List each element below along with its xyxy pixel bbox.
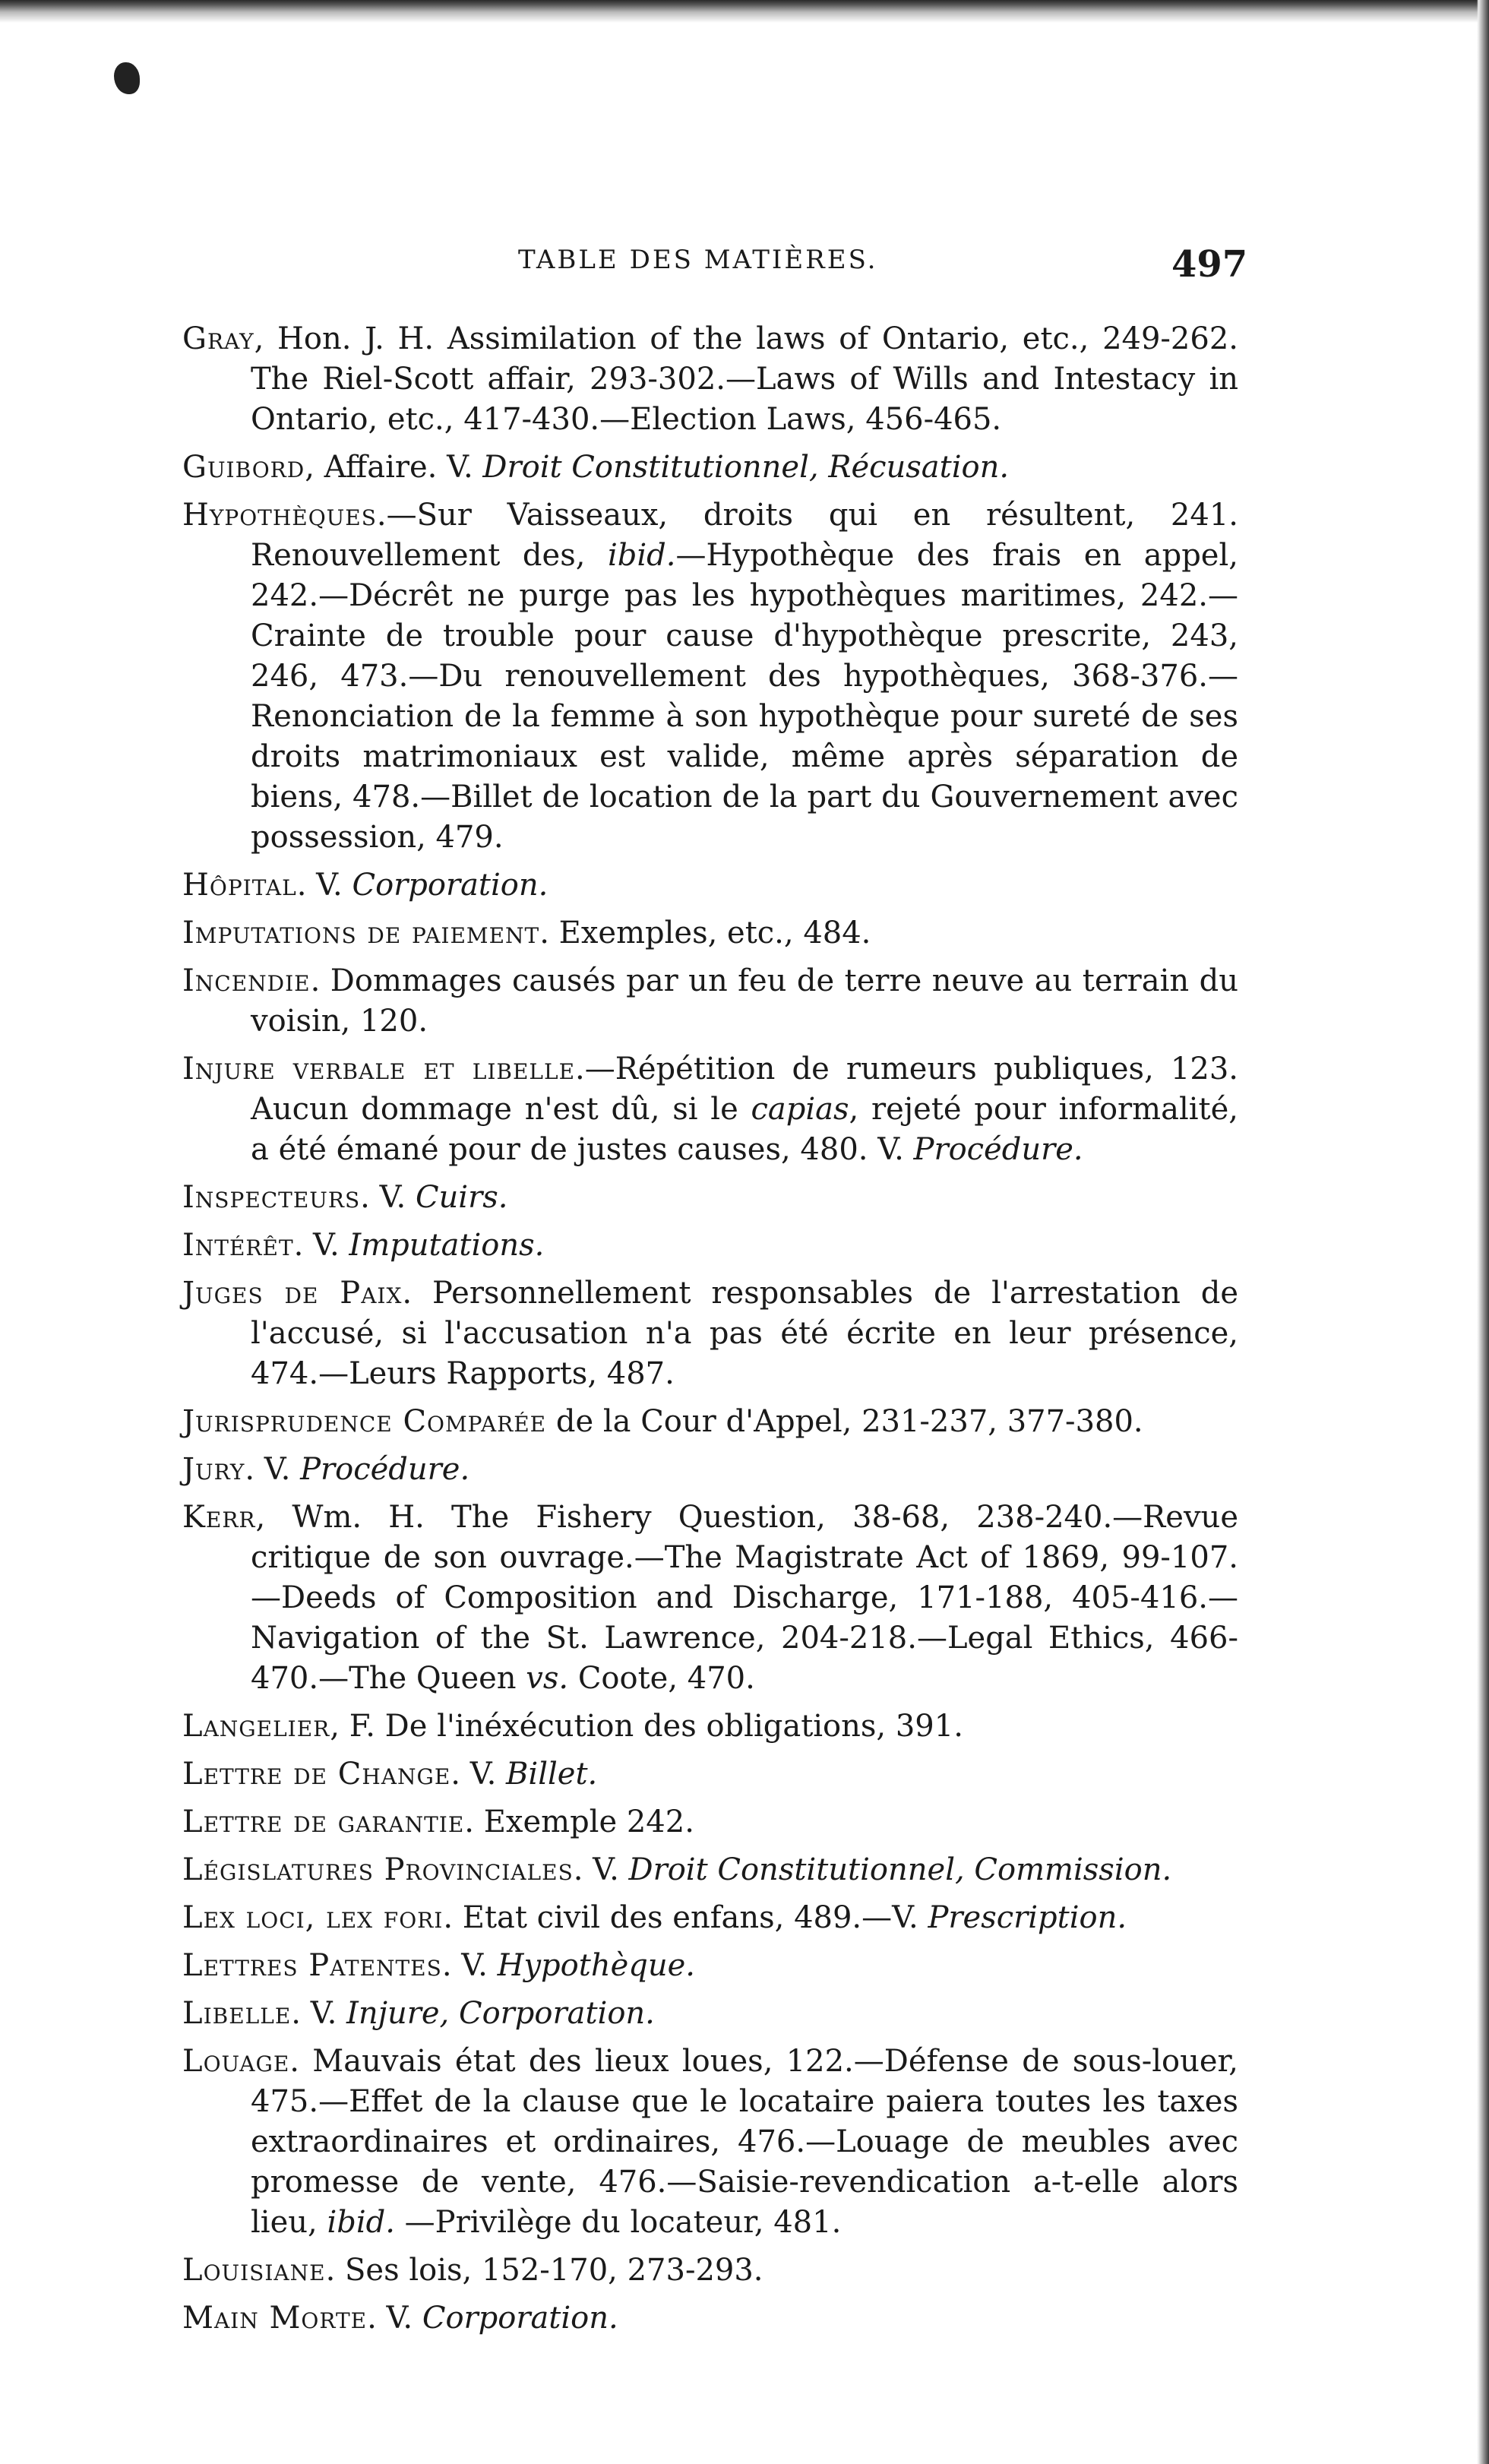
entry-headword: Injure verbale et libelle bbox=[182, 1052, 576, 1087]
entry-text: . V. bbox=[441, 1948, 498, 1983]
entry-text: . V. bbox=[360, 1180, 416, 1215]
entry-headword: Juges de Paix bbox=[182, 1276, 403, 1311]
entry-italic: Corporation. bbox=[422, 2301, 618, 2336]
entry-italic: Billet. bbox=[506, 1757, 598, 1792]
entry-headword: Intérêt bbox=[182, 1228, 294, 1263]
entry-italic: vs. bbox=[526, 1661, 569, 1696]
entry-headword: Imputations de paiement bbox=[182, 916, 540, 950]
entry-italic: Droit Constitutionnel, Récusation. bbox=[482, 450, 1010, 485]
index-entry bbox=[182, 2298, 1238, 2339]
index-entry bbox=[182, 1273, 1238, 1394]
entry-text: . Etat civil des enfans, 489.—V. bbox=[443, 1900, 928, 1935]
entry-italic: Prescription. bbox=[928, 1900, 1127, 1935]
entry-text: . Ses lois, 152-170, 273-293. bbox=[325, 2253, 763, 2288]
entry-headword: Lettre de garantie bbox=[182, 1805, 465, 1839]
entry-italic: Procédure. bbox=[913, 1132, 1083, 1167]
entry-text: . Dommages causés par un feu de terre neuve au terrain du voisin, 120. bbox=[251, 963, 1238, 1039]
entry-text: . V. bbox=[293, 1228, 349, 1263]
entry-italic: capias bbox=[751, 1092, 849, 1127]
entry-italic: Hypothèque. bbox=[497, 1948, 696, 1983]
entry-headword: Lettre de Change bbox=[182, 1757, 451, 1792]
entry-italic: Injure, Corporation. bbox=[346, 1996, 655, 2031]
index-entry bbox=[182, 913, 1238, 954]
index-entry bbox=[182, 1706, 1238, 1747]
entry-headword: Libelle bbox=[182, 1996, 292, 2031]
entry-headword: Inspecteurs bbox=[182, 1180, 361, 1215]
entry-italic: Procédure. bbox=[300, 1452, 470, 1487]
page-number: 497 bbox=[1171, 243, 1248, 286]
entry-text: . Exemple 242. bbox=[464, 1805, 694, 1839]
entry-text: , Hon. J. H. Assimilation of the laws of Ontario, etc., 249-262. The Riel-Scott affair, 293-302.—Laws of Wills and Intestacy in Ontario, etc., 417-430.—Election Laws, 456-465. bbox=[251, 321, 1238, 437]
index-entry bbox=[182, 2250, 1238, 2291]
page-right-shadow bbox=[1477, 0, 1489, 2464]
running-head: TABLE DES MATIÈRES. bbox=[518, 245, 878, 275]
index-entry bbox=[182, 961, 1238, 1042]
entry-text: de la Cour d'Appel, 231-237, 377-380. bbox=[546, 1404, 1143, 1439]
entry-italic: ibid. bbox=[607, 538, 676, 573]
index-entry bbox=[182, 1402, 1238, 1442]
entry-text: . V. bbox=[450, 1757, 507, 1792]
entry-text: .—Répétition de rumeurs publiques, 123. Aucun dommage n'est dû, si le bbox=[251, 1052, 1238, 1127]
entry-headword: Incendie bbox=[182, 963, 311, 998]
index-entry bbox=[182, 1754, 1238, 1795]
entry-text: Coote, 470. bbox=[568, 1661, 755, 1696]
entry-italic: ibid. bbox=[327, 2205, 395, 2240]
entry-text: . V. bbox=[245, 1452, 301, 1487]
entry-text: —Hypothèque des frais en appel, 242.—Décrêt ne purge pas les hypothèques maritimes, 242.—Crainte de trouble pour cause d'hypothèque prescrite, 243, 246, 473.—Du renouvellement des hypothèques, 368-376.—Renonciation de la femme à son hypothèque pour sureté de ses droits matrimoniaux est valide, même après séparation de biens, 478.—Billet de location de la part du Gouvernement avec possession, 479. bbox=[251, 538, 1238, 855]
page-top-shadow bbox=[0, 0, 1489, 23]
entry-text: . Exemples, etc., 484. bbox=[539, 916, 871, 950]
entry-text: . V. bbox=[296, 868, 352, 903]
entry-text: . V. bbox=[573, 1852, 629, 1887]
entry-headword: Louisiane bbox=[182, 2253, 326, 2288]
entry-italic: Corporation. bbox=[352, 868, 548, 903]
entry-text: , F. De l'inéxécution des obligations, 391. bbox=[330, 1709, 963, 1744]
entry-text: . V. bbox=[367, 2301, 422, 2336]
index-entry bbox=[182, 1850, 1238, 1890]
entry-text: , rejeté pour informalité, a été émané pour de justes causes, 480. V. bbox=[251, 1092, 1238, 1167]
entry-headword: Législatures Provinciales bbox=[182, 1852, 574, 1887]
entry-headword: Main Morte bbox=[182, 2301, 368, 2336]
entry-text: . V. bbox=[291, 1996, 347, 2031]
entry-headword: Jury bbox=[182, 1452, 245, 1487]
entry-headword: Kerr bbox=[182, 1500, 256, 1535]
index-entry bbox=[182, 2042, 1238, 2243]
entry-italic: Cuirs. bbox=[415, 1180, 508, 1215]
index-entry bbox=[182, 1946, 1238, 1986]
index-entry bbox=[182, 865, 1238, 906]
entry-headword: Hypothèques bbox=[182, 498, 377, 533]
entry-italic: Imputations. bbox=[349, 1228, 545, 1263]
entry-headword: Lettres Patentes bbox=[182, 1948, 442, 1983]
index-entry bbox=[182, 1226, 1238, 1266]
index-entry bbox=[182, 1898, 1238, 1938]
index-entry bbox=[182, 1450, 1238, 1490]
index-entry bbox=[182, 319, 1238, 440]
index-entry bbox=[182, 1994, 1238, 2034]
index-entry bbox=[182, 1802, 1238, 1842]
entry-headword: Lex loci, lex fori bbox=[182, 1900, 444, 1935]
entry-headword: Louage bbox=[182, 2044, 290, 2079]
entry-headword: Langelier bbox=[182, 1709, 330, 1744]
ink-blot bbox=[114, 62, 140, 94]
entry-text: , Affaire. V. bbox=[305, 450, 483, 485]
index-entry bbox=[182, 1049, 1238, 1170]
entry-text: —Privilège du locateur, 481. bbox=[394, 2205, 842, 2240]
entry-headword: Gray bbox=[182, 321, 254, 356]
index-entry bbox=[182, 1178, 1238, 1218]
index-entry bbox=[182, 448, 1238, 488]
entry-text: . Personnellement responsables de l'arrestation de l'accusé, si l'accusation n'a pas été écrite en leur présence, 474.—Leurs Rapports, 487. bbox=[251, 1276, 1238, 1391]
index-entry bbox=[182, 1498, 1238, 1699]
entry-italic: Droit Constitutionnel, Commission. bbox=[628, 1852, 1172, 1887]
entry-text: .—Sur Vaisseaux, droits qui en résultent, 241. Renouvellement des, bbox=[251, 498, 1238, 573]
entry-text: , Wm. H. The Fishery Question, 38-68, 238-240.—Revue critique de son ouvrage.—The Magistrate Act of 1869, 99-107.—Deeds of Composition and Discharge, 171-188, 405-416.—Navigation of the St. Lawrence, 204-218.—Legal Ethics, 466-470.—The Queen bbox=[251, 1500, 1238, 1696]
entry-headword: Hôpital bbox=[182, 868, 297, 903]
entry-headword: Jurisprudence Comparée bbox=[182, 1404, 547, 1439]
entry-headword: Guibord bbox=[182, 450, 305, 485]
index-entry bbox=[182, 495, 1238, 858]
entry-text: . Mauvais état des lieux loues, 122.—Défense de sous-louer, 475.—Effet de la clause que le locataire paiera toutes les taxes extraordinaires et ordinaires, 476.—Louage de meubles avec promesse de vente, 476.—Saisie-revendication a-t-elle alors lieu, bbox=[251, 2044, 1238, 2240]
index-entries bbox=[182, 319, 1238, 2346]
